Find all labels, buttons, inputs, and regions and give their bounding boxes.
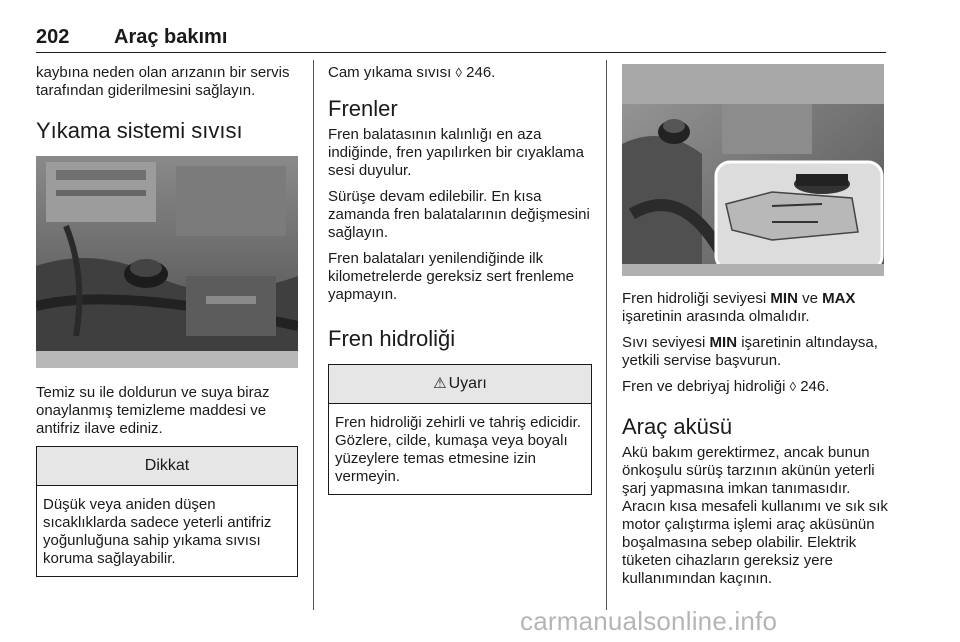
warning-title: Uyarı	[448, 375, 487, 392]
caution-title: Dikkat	[37, 447, 297, 486]
heading-brakes: Frenler	[328, 96, 398, 121]
washer-fluid-reference	[328, 64, 592, 82]
max-mark: MAX	[822, 290, 856, 307]
page-number: 202	[36, 26, 70, 48]
washer-reservoir-photo	[36, 156, 298, 368]
fluid-level-text	[622, 290, 890, 326]
column-divider-2	[606, 60, 607, 610]
washer-fluid-text: Temiz su ile doldurun ve suya biraz onaylanmış temizleme maddesi ve antifriz ilave ediniz.	[36, 384, 270, 437]
heading-washer-fluid: Yıkama sistemi sıvısı	[36, 118, 243, 143]
clutch-reference-label: Fren ve debriyaj hidroliği	[622, 378, 786, 395]
caution-box	[36, 446, 298, 577]
heading-brake-fluid: Fren hidroliği	[328, 326, 456, 351]
reference-page: 246.	[466, 64, 496, 81]
battery-text: Akü bakım gerektirmez, ancak bunun önkoşulu sürüş tarzının akünün yeterli şarj yapmasına imkan tanımasıdır. Aracın kısa mesafeli kullanımı ve sık sık motor çalıştırma işlemi araç aküsünün boşalmasına sebep olabilir. Elektrik tüketen cihazların gereksiz yere kullanımından kaçının.	[622, 444, 888, 587]
page-header	[36, 22, 886, 53]
page-reference-icon-2: ◊	[789, 379, 797, 394]
warning-triangle-icon: ⚠	[433, 375, 447, 392]
column-2	[328, 64, 592, 495]
brakes-paragraph-2: Sürüşe devam edilebilir. En kısa zamanda fren balatalarının değişmesini sağlayın.	[328, 188, 590, 241]
reference-label: Cam yıkama sıvısı	[328, 64, 452, 81]
level-text-start: Fren hidroliği seviyesi	[622, 290, 767, 307]
low-text-end: işaretinin altındaysa, yetkili servise başvurun.	[622, 334, 878, 369]
chapter-title: Araç bakımı	[114, 26, 228, 48]
level-text-ve: ve	[802, 290, 818, 307]
column-divider-1	[313, 60, 314, 610]
warning-text: Fren hidroliği zehirli ve tahriş edicidir. Gözlere, cilde, kumaşa veya boyalı yüzeylere temas etmesine izin vermeyin.	[335, 414, 581, 485]
low-text-start: Sıvı seviyesi	[622, 334, 706, 351]
clutch-fluid-reference	[622, 378, 890, 396]
warning-header	[329, 365, 591, 404]
brakes-paragraph-3: Fren balataları yenilendiğinde ilk kilometrelerde gereksiz sert frenleme yapmayın.	[328, 250, 574, 303]
brakes-paragraph-1: Fren balatasının kalınlığı en aza indiğinde, fren yapılırken bir cıyaklama sesi duyulur.	[328, 126, 584, 179]
watermark: carmanualsonline.info	[520, 606, 778, 636]
min-mark-2: MIN	[709, 334, 738, 351]
column-3	[622, 64, 890, 596]
page-reference-icon: ◊	[455, 65, 462, 80]
caution-text: Düşük veya aniden düşen sıcaklıklarda sadece yeterli antifriz yoğunluğuna sahip yıkama sıvısı koruma sağlayabilir.	[43, 496, 272, 567]
clutch-reference-page: 246.	[800, 378, 830, 395]
intro-paragraph: kaybına neden olan arızanın bir servis tarafından giderilmesini sağlayın.	[36, 64, 290, 99]
warning-box	[328, 364, 592, 495]
low-level-text	[622, 334, 890, 370]
brake-fluid-reservoir-photo	[622, 64, 884, 276]
level-text-end: işaretinin arasında olmalıdır.	[622, 308, 810, 325]
min-mark: MIN	[770, 290, 798, 307]
column-1	[36, 64, 298, 577]
heading-vehicle-battery: Araç aküsü	[622, 414, 733, 439]
